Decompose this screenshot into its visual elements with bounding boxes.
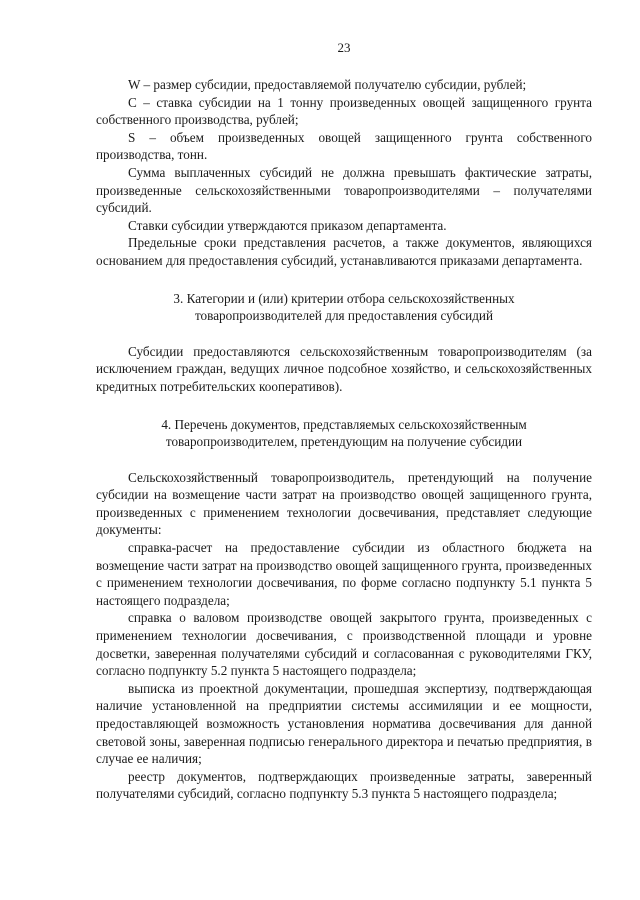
section-3-paragraph: Субсидии предоставляются сельскохозяйственным товаропроизводителям (за исключением граждан, ведущих личное подсобное хозяйство, и сельскохозяйственных кредитных потребительских кооперативов). — [96, 343, 592, 394]
section-4-paragraph-intro: Сельскохозяйственный товаропроизводитель, претендующий на получение субсидии на возмещение части затрат на производство овощей защищенного грунта, произведенных с применением технологии досвечивания, представляет следующие документы: — [96, 469, 592, 538]
intro-paragraph-rates: Ставки субсидии утверждаются приказом департамента. — [128, 217, 447, 233]
section-4-item-project-extract: выписка из проектной документации, прошедшая экспертизу, подтверждающая наличие установленной на предприятии системы ассимиляции и ее мощности, предоставляющей возможность установления норматива досвечивания для данной световой зоны, заверенная подписью генерального директора и печатью предприятия, в случае ее наличия; — [96, 680, 592, 767]
intro-paragraph-deadlines: Предельные сроки представления расчетов, а также документов, являющихся основанием для предоставления субсидий, устанавливаются приказами департамента. — [96, 235, 592, 268]
intro-paragraph-c: С – ставка субсидии на 1 тонну произведенных овощей защищенного грунта собственного производства, рублей; — [96, 94, 592, 128]
section-4-item-cost-register: реестр документов, подтверждающих произведенные затраты, заверенный получателями субсидий, согласно подпункту 5.3 пункта 5 настоящего подраздела; — [96, 768, 592, 802]
intro-paragraph-s: S – объем произведенных овощей защищенного грунта собственного производства, тонн. — [96, 129, 592, 163]
section-3-heading: 3. Категории и (или) критерии отбора сельскохозяйственных товаропроизводителей для предоставления субсидий — [173, 290, 515, 324]
section-4-item-production-certificate: справка о валовом производстве овощей закрытого грунта, произведенных с применением технологии досвечивания, с производственной площади и уровне досветки, заверенная получателями субсидий и согласованная с руководителями ГКУ, согласно подпункту 5.2 пункта 5 настоящего подраздела; — [96, 610, 592, 679]
intro-paragraph-w: W – размер субсидии, предоставляемой получателю субсидии, рублей; — [128, 77, 527, 92]
page-number: 23 — [337, 40, 351, 55]
section-4-item-calculation: справка-расчет на предоставление субсидии из областного бюджета на возмещение части затрат на производство овощей защищенного грунта, произведенных с применением технологии досвечивания, по форме согласно подпункту 5.1 пункта 5 настоящего подраздела; — [96, 540, 592, 608]
intro-paragraph-limit: Сумма выплаченных субсидий не должна превышать фактические затраты, произведенные сельскохозяйственными товаропроизводителями – получателями субсидий. — [96, 164, 592, 216]
section-4-heading: 4. Перечень документов, представляемых сельскохозяйственным товаропроизводителем, претендующим на получение субсидии — [161, 416, 527, 450]
